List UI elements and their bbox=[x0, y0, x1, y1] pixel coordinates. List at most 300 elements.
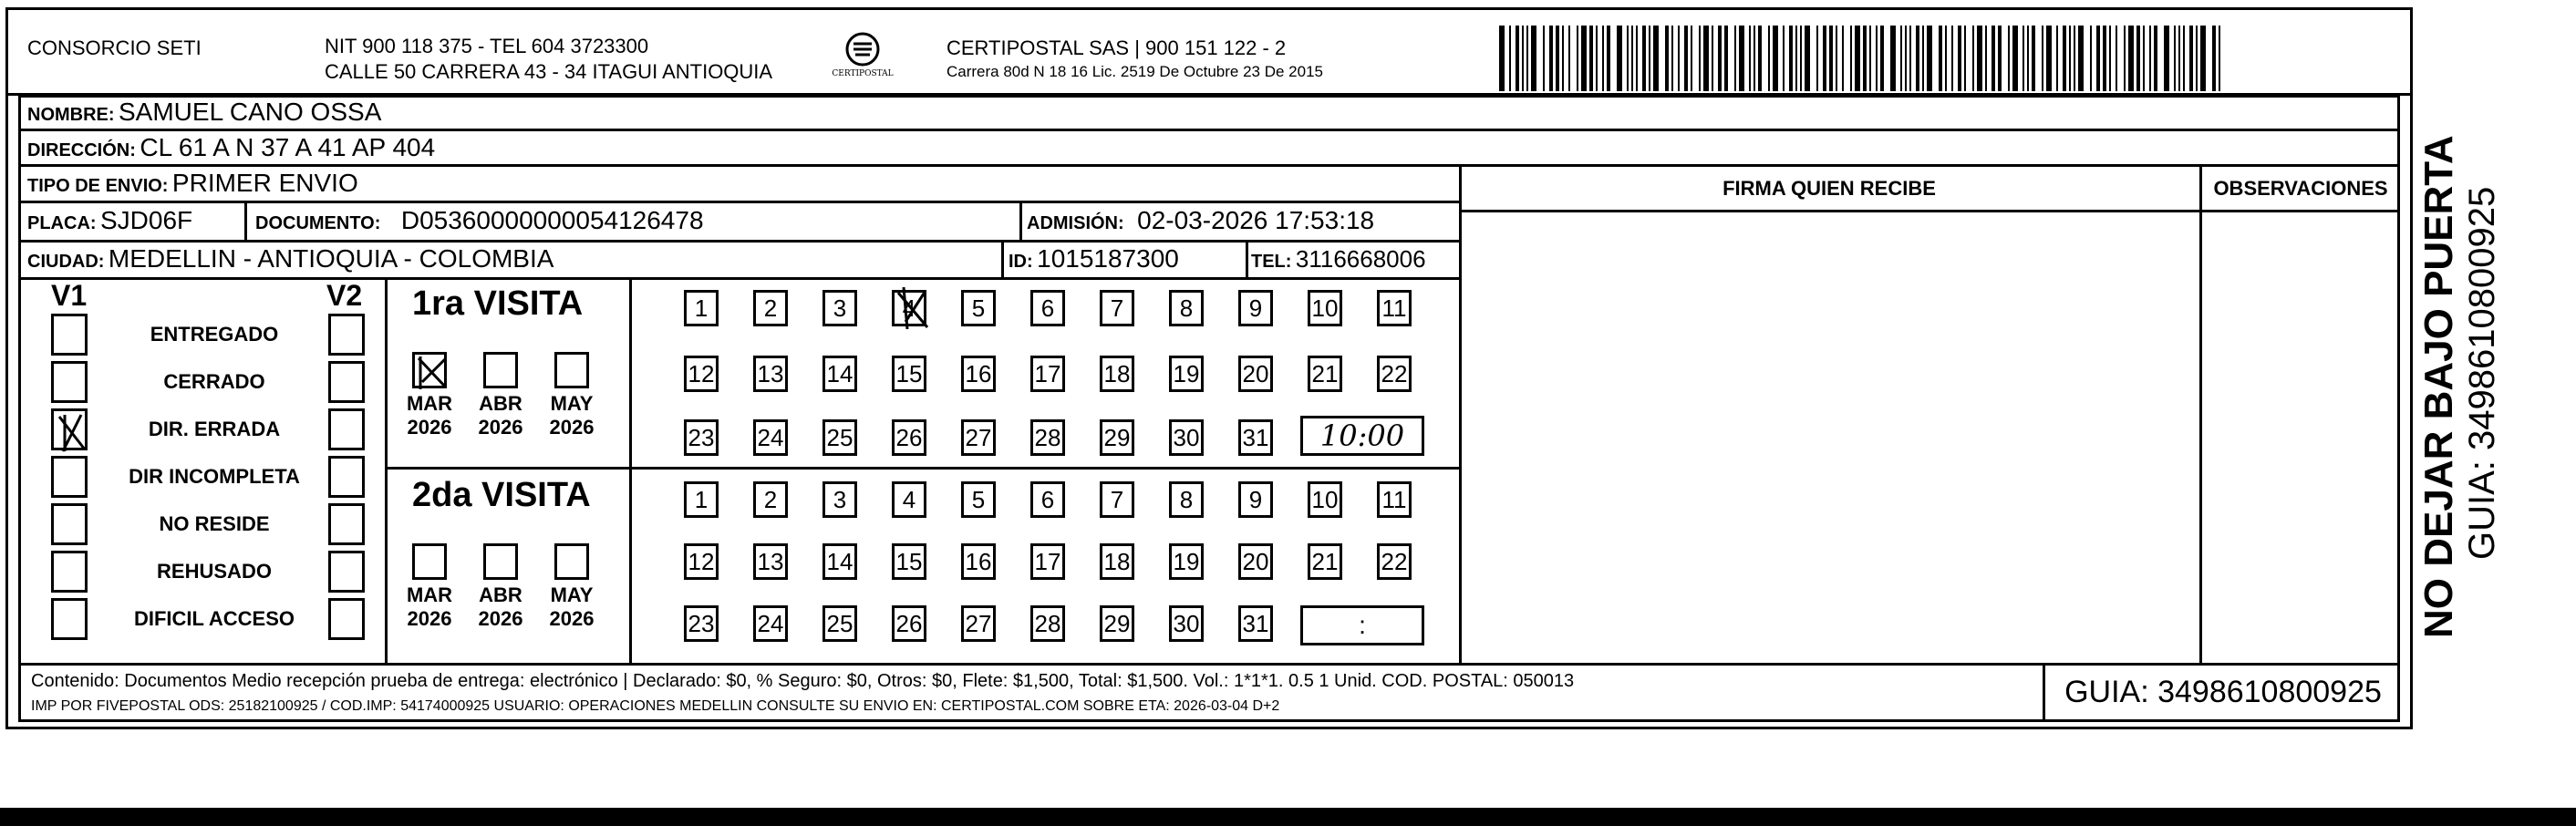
day-number: 27 bbox=[965, 424, 992, 451]
day-number: 20 bbox=[1242, 548, 1269, 575]
barcode-bar bbox=[1649, 26, 1650, 91]
v1-header: V1 bbox=[51, 279, 88, 312]
side-warning: NO DEJAR BAJO PUERTA bbox=[2416, 135, 2461, 638]
day-number: 4 bbox=[902, 294, 916, 322]
day-checkbox[interactable] bbox=[1100, 481, 1134, 518]
month-label: MAR bbox=[406, 392, 453, 415]
status-reason-label: NO RESIDE bbox=[159, 512, 270, 535]
barcode-bar bbox=[1922, 26, 1924, 91]
day-number: 24 bbox=[757, 610, 784, 637]
observations-area[interactable] bbox=[2203, 213, 2398, 662]
year-label: 2026 bbox=[407, 607, 452, 630]
day-number: 10 bbox=[1311, 486, 1339, 513]
barcode-bar bbox=[1985, 26, 1987, 91]
barcode-bar bbox=[2124, 26, 2126, 91]
barcode-bar bbox=[2023, 26, 2024, 91]
v2-checkbox[interactable] bbox=[328, 598, 365, 640]
day-checkbox[interactable] bbox=[1238, 290, 1273, 326]
day-checkbox[interactable] bbox=[1100, 605, 1134, 642]
day-checkbox[interactable] bbox=[1100, 419, 1134, 456]
barcode-bar bbox=[1607, 26, 1610, 91]
day-checkbox[interactable] bbox=[961, 356, 996, 392]
barcode-bar bbox=[1805, 26, 1810, 91]
barcode-bar bbox=[1596, 26, 1598, 91]
day-checkbox[interactable] bbox=[822, 543, 857, 580]
barcode-bar bbox=[1916, 26, 1919, 91]
footer-guia: GUIA: 3498610800925 bbox=[2064, 675, 2382, 709]
barcode-bar bbox=[1671, 26, 1673, 91]
id-value: 1015187300 bbox=[1037, 244, 1179, 273]
day-checkbox[interactable] bbox=[1377, 481, 1412, 518]
day-number: 2 bbox=[763, 294, 778, 322]
id-label: ID: bbox=[1009, 252, 1033, 272]
barcode-bar bbox=[2212, 26, 2216, 91]
day-number: 7 bbox=[1110, 294, 1124, 322]
barcode-bar bbox=[1783, 26, 1785, 91]
document-label: DOCUMENTO: bbox=[255, 213, 381, 233]
day-number: 14 bbox=[826, 360, 853, 387]
day-number: 26 bbox=[895, 610, 923, 637]
day-checkbox[interactable] bbox=[1169, 419, 1204, 456]
barcode-bar bbox=[1617, 26, 1622, 91]
day-checkbox[interactable] bbox=[892, 356, 926, 392]
nit-line: NIT 900 118 375 - TEL 604 3723300 bbox=[325, 35, 649, 57]
day-checkbox[interactable] bbox=[892, 290, 926, 326]
carrier-sub: Carrera 80d N 18 16 Lic. 2519 De Octubre 23 De 2015 bbox=[947, 63, 1323, 80]
day-checkbox[interactable] bbox=[1238, 481, 1273, 518]
day-number: 8 bbox=[1179, 294, 1194, 322]
bottom-rule bbox=[0, 808, 2576, 826]
day-checkbox[interactable] bbox=[1238, 605, 1273, 642]
year-label: 2026 bbox=[478, 416, 523, 439]
barcode-bar bbox=[1665, 26, 1669, 91]
day-checkbox[interactable] bbox=[1169, 356, 1204, 392]
v1-checkbox[interactable] bbox=[51, 456, 88, 498]
barcode-bar bbox=[2143, 26, 2145, 91]
day-number: 31 bbox=[1242, 610, 1269, 637]
day-checkbox[interactable] bbox=[1377, 356, 1412, 392]
visit-2-time-box[interactable] bbox=[1300, 605, 1424, 645]
day-checkbox[interactable] bbox=[753, 419, 788, 456]
barcode-bar bbox=[1905, 26, 1907, 91]
day-checkbox[interactable] bbox=[753, 481, 788, 518]
day-checkbox[interactable] bbox=[1377, 290, 1412, 326]
v1-checkbox[interactable] bbox=[51, 408, 88, 450]
day-number: 9 bbox=[1248, 486, 1263, 513]
v1-checkbox[interactable] bbox=[51, 503, 88, 545]
barcode-bar bbox=[1850, 26, 1852, 91]
v2-checkbox[interactable] bbox=[328, 503, 365, 545]
status-reason-label: ENTREGADO bbox=[150, 323, 279, 346]
day-number: 3 bbox=[833, 294, 847, 322]
barcode-bar bbox=[1869, 26, 1871, 91]
v1-checkbox[interactable] bbox=[51, 361, 88, 403]
day-number: 22 bbox=[1381, 548, 1408, 575]
recipient-name: SAMUEL CANO OSSA bbox=[119, 98, 382, 126]
barcode-bar bbox=[1636, 26, 1638, 91]
day-number: 7 bbox=[1110, 486, 1124, 513]
day-checkbox[interactable] bbox=[892, 481, 926, 518]
visit-2-time-separator: : bbox=[1359, 611, 1366, 639]
day-checkbox[interactable] bbox=[822, 419, 857, 456]
certipostal-logo bbox=[828, 29, 897, 91]
v2-checkbox[interactable] bbox=[328, 408, 365, 450]
day-number: 23 bbox=[688, 424, 715, 451]
day-checkbox[interactable] bbox=[1169, 290, 1204, 326]
day-checkbox[interactable] bbox=[1169, 605, 1204, 642]
day-number: 19 bbox=[1173, 548, 1200, 575]
year-label: 2026 bbox=[478, 607, 523, 630]
barcode-bar bbox=[1734, 26, 1736, 91]
barcode-bar bbox=[1516, 26, 1519, 91]
day-checkbox[interactable] bbox=[961, 605, 996, 642]
barcode-bar bbox=[2149, 26, 2151, 91]
barcode-bar bbox=[2183, 26, 2185, 91]
recipient-name-row bbox=[27, 95, 381, 134]
barcode-bar bbox=[2074, 26, 2075, 91]
day-number: 28 bbox=[1034, 610, 1061, 637]
barcode-bar bbox=[1531, 26, 1536, 91]
type-label: TIPO DE ENVIO: bbox=[27, 176, 169, 196]
barcode-bar bbox=[1589, 26, 1593, 91]
day-number: 17 bbox=[1034, 360, 1061, 387]
v1-checkbox[interactable] bbox=[51, 598, 88, 640]
barcode-bar bbox=[2219, 26, 2220, 91]
barcode-bar bbox=[2027, 26, 2029, 91]
day-checkbox[interactable] bbox=[1169, 543, 1204, 580]
v2-checkbox[interactable] bbox=[328, 361, 365, 403]
barcode-bar bbox=[1556, 26, 1559, 91]
day-number: 16 bbox=[965, 548, 992, 575]
month-label: MAY bbox=[550, 392, 594, 415]
barcode-bar bbox=[1927, 26, 1932, 91]
barcode-bar bbox=[1773, 26, 1778, 91]
tel-label: TEL: bbox=[1251, 252, 1292, 272]
barcode-bar bbox=[2012, 26, 2018, 91]
barcode-bar bbox=[1972, 26, 1974, 91]
v2-checkbox[interactable] bbox=[328, 456, 365, 498]
v1-checkbox[interactable] bbox=[51, 551, 88, 593]
day-number: 31 bbox=[1242, 424, 1269, 451]
day-number: 26 bbox=[895, 424, 923, 451]
day-checkbox[interactable] bbox=[961, 543, 996, 580]
day-checkbox[interactable] bbox=[1100, 356, 1134, 392]
barcode-bar bbox=[1880, 26, 1884, 91]
barcode-bar bbox=[1863, 26, 1867, 91]
barcode-bar bbox=[1991, 26, 1995, 91]
barcode-bar bbox=[1543, 26, 1545, 91]
barcode-bar bbox=[1855, 26, 1860, 91]
day-number: 27 bbox=[965, 610, 992, 637]
visit-1-title: 1ra VISITA bbox=[412, 284, 584, 323]
day-number: 21 bbox=[1311, 360, 1339, 387]
day-number: 10 bbox=[1311, 294, 1339, 322]
document-row bbox=[255, 202, 704, 243]
day-number: 13 bbox=[757, 548, 784, 575]
v2-header: V2 bbox=[326, 279, 363, 312]
barcode-bar bbox=[1562, 26, 1564, 91]
day-number: 28 bbox=[1034, 424, 1061, 451]
day-number: 24 bbox=[757, 424, 784, 451]
plate-label: PLACA: bbox=[27, 213, 97, 233]
day-checkbox[interactable] bbox=[961, 419, 996, 456]
day-checkbox[interactable] bbox=[684, 356, 719, 392]
barcode-bar bbox=[2078, 26, 2084, 91]
day-number: 23 bbox=[688, 610, 715, 637]
barcode-bar bbox=[1909, 26, 1911, 91]
barcode-bar bbox=[1789, 26, 1793, 91]
day-number: 5 bbox=[971, 486, 986, 513]
day-number: 6 bbox=[1040, 294, 1055, 322]
barcode-bar bbox=[1642, 26, 1646, 91]
month-label: MAY bbox=[550, 583, 594, 606]
status-reason-label: DIR INCOMPLETA bbox=[129, 465, 300, 488]
barcode-bar bbox=[1939, 26, 1942, 91]
day-checkbox[interactable] bbox=[961, 481, 996, 518]
barcode-bar bbox=[2096, 26, 2100, 91]
day-number: 22 bbox=[1381, 360, 1408, 387]
barcode-bar bbox=[1754, 26, 1755, 91]
barcode-bar bbox=[1691, 26, 1692, 91]
shipment-type-row bbox=[27, 166, 358, 205]
barcode-bar bbox=[2164, 26, 2169, 91]
barcode-bar bbox=[1509, 26, 1511, 91]
day-checkbox[interactable] bbox=[753, 605, 788, 642]
day-checkbox[interactable] bbox=[684, 419, 719, 456]
barcode-bar bbox=[1602, 26, 1604, 91]
day-checkbox[interactable] bbox=[684, 290, 719, 326]
day-number: 2 bbox=[763, 486, 778, 513]
visit-1-time-box[interactable] bbox=[1300, 416, 1424, 456]
barcode-bar bbox=[1581, 26, 1587, 91]
recipient-address: CL 61 A N 37 A 41 AP 404 bbox=[140, 133, 436, 161]
barcode-bar bbox=[2178, 26, 2180, 91]
barcode-bar bbox=[1958, 26, 1961, 91]
city-row bbox=[27, 242, 553, 281]
day-checkbox[interactable] bbox=[822, 290, 857, 326]
barcode bbox=[1499, 26, 2225, 91]
status-reason-label: DIR. ERRADA bbox=[148, 418, 281, 440]
day-number: 14 bbox=[826, 548, 853, 575]
day-number: 18 bbox=[1103, 548, 1131, 575]
barcode-bar bbox=[1768, 26, 1770, 91]
month-checkbox[interactable] bbox=[554, 543, 589, 580]
day-number: 21 bbox=[1311, 548, 1339, 575]
day-number: 11 bbox=[1381, 486, 1407, 513]
v2-checkbox[interactable] bbox=[328, 314, 365, 356]
logo-text: CERTIPOSTAL bbox=[832, 69, 894, 78]
barcode-bar bbox=[2042, 26, 2043, 91]
day-number: 25 bbox=[826, 610, 853, 637]
day-number: 6 bbox=[1040, 486, 1055, 513]
barcode-bar bbox=[1526, 26, 1528, 91]
barcode-bar bbox=[2008, 26, 2010, 91]
day-checkbox[interactable] bbox=[822, 356, 857, 392]
day-checkbox[interactable] bbox=[1238, 543, 1273, 580]
barcode-bar bbox=[1800, 26, 1802, 91]
barcode-bar bbox=[1842, 26, 1844, 91]
barcode-bar bbox=[1712, 26, 1713, 91]
month-checkbox[interactable] bbox=[554, 352, 589, 388]
day-number: 29 bbox=[1103, 610, 1131, 637]
barcode-bar bbox=[1977, 26, 1982, 91]
day-checkbox[interactable] bbox=[1030, 481, 1065, 518]
status-reason-label: CERRADO bbox=[163, 370, 265, 393]
month-label: ABR bbox=[479, 583, 522, 606]
barcode-bar bbox=[2200, 26, 2206, 91]
day-number: 15 bbox=[895, 548, 923, 575]
day-checkbox[interactable] bbox=[753, 356, 788, 392]
barcode-bar bbox=[1724, 26, 1728, 91]
barcode-bar bbox=[1703, 26, 1709, 91]
day-number: 18 bbox=[1103, 360, 1131, 387]
day-checkbox[interactable] bbox=[892, 543, 926, 580]
day-number: 30 bbox=[1173, 610, 1200, 637]
barcode-bar bbox=[2189, 26, 2193, 91]
day-number: 17 bbox=[1034, 548, 1061, 575]
barcode-bar bbox=[2116, 26, 2117, 91]
day-number: 9 bbox=[1248, 294, 1263, 322]
address-label: DIRECCIÓN: bbox=[27, 140, 136, 160]
day-checkbox[interactable] bbox=[1030, 290, 1065, 326]
id-row bbox=[1009, 242, 1179, 281]
visit-1-time-handwritten: 10:00 bbox=[1319, 418, 1405, 453]
month-checkbox[interactable] bbox=[412, 543, 447, 580]
footer-line-1: Contenido: Documentos Medio recepción prueba de entrega: electrónico | Declarado: $0, % Seguro: $0, Otros: $0, Flete: $1,500, Total: $1,500. Vol.: 1*1*1. 0.5 1 Unid. COD. POSTAL: 050013 bbox=[31, 671, 1575, 691]
v1-checkbox[interactable] bbox=[51, 314, 88, 356]
footer-line-2: IMP POR FIVEPOSTAL ODS: 25182100925 / COD.IMP: 54174000925 USUARIO: OPERACIONES MEDELLIN CONSULTE SU ENVIO EN: CERTIPOSTAL.COM SOBRE ETA: 2026-03-04 D+2 bbox=[31, 698, 1280, 714]
day-checkbox[interactable] bbox=[1308, 290, 1342, 326]
month-checkbox[interactable] bbox=[412, 352, 447, 388]
day-number: 12 bbox=[688, 548, 715, 575]
barcode-bar bbox=[1816, 26, 1818, 91]
day-checkbox[interactable] bbox=[684, 543, 719, 580]
day-checkbox[interactable] bbox=[892, 419, 926, 456]
barcode-bar bbox=[2196, 26, 2198, 91]
barcode-bar bbox=[1900, 26, 1902, 91]
barcode-bar bbox=[1890, 26, 1896, 91]
day-number: 1 bbox=[694, 486, 709, 513]
barcode-bar bbox=[2069, 26, 2071, 91]
day-checkbox[interactable] bbox=[1238, 419, 1273, 456]
admission-label: ADMISIÓN: bbox=[1027, 213, 1124, 233]
day-checkbox[interactable] bbox=[1030, 543, 1065, 580]
barcode-bar bbox=[1684, 26, 1688, 91]
barcode-bar bbox=[1964, 26, 1966, 91]
barcode-bar bbox=[2128, 26, 2134, 91]
year-label: 2026 bbox=[407, 416, 452, 439]
day-checkbox[interactable] bbox=[1100, 290, 1134, 326]
day-number: 3 bbox=[833, 486, 847, 513]
tel-value: 3116668006 bbox=[1295, 245, 1426, 273]
plate-value: SJD06F bbox=[100, 206, 193, 234]
barcode-bar bbox=[1998, 26, 2002, 91]
barcode-bar bbox=[1795, 26, 1797, 91]
observaciones-label: OBSERVACIONES bbox=[2213, 177, 2388, 200]
barcode-bar bbox=[2056, 26, 2058, 91]
day-number: 25 bbox=[826, 424, 853, 451]
day-number: 30 bbox=[1173, 424, 1200, 451]
month-checkbox[interactable] bbox=[483, 543, 518, 580]
day-number: 8 bbox=[1179, 486, 1194, 513]
day-number: 13 bbox=[757, 360, 784, 387]
barcode-bar bbox=[2154, 26, 2157, 91]
barcode-bar bbox=[1653, 26, 1659, 91]
day-number: 4 bbox=[902, 486, 916, 513]
day-checkbox[interactable] bbox=[822, 605, 857, 642]
month-label: ABR bbox=[479, 392, 522, 415]
shipment-type: PRIMER ENVIO bbox=[171, 169, 358, 197]
barcode-bar bbox=[1631, 26, 1633, 91]
status-reason-label: DIFICIL ACCESO bbox=[133, 607, 295, 630]
day-number: 5 bbox=[971, 294, 986, 322]
day-checkbox[interactable] bbox=[753, 543, 788, 580]
day-checkbox[interactable] bbox=[961, 290, 996, 326]
day-checkbox[interactable] bbox=[1308, 481, 1342, 518]
barcode-bar bbox=[1499, 26, 1505, 91]
v2-checkbox[interactable] bbox=[328, 551, 365, 593]
month-checkbox[interactable] bbox=[483, 352, 518, 388]
barcode-bar bbox=[2046, 26, 2052, 91]
barcode-bar bbox=[2136, 26, 2140, 91]
barcode-bar bbox=[2032, 26, 2035, 91]
plate-row bbox=[27, 202, 192, 243]
address-line: CALLE 50 CARRERA 43 - 34 ITAGUI ANTIOQUIA bbox=[325, 60, 773, 83]
signature-area[interactable] bbox=[1463, 213, 2198, 662]
day-checkbox[interactable] bbox=[1308, 543, 1342, 580]
day-number: 1 bbox=[694, 294, 709, 322]
day-checkbox[interactable] bbox=[1169, 481, 1204, 518]
barcode-bar bbox=[2103, 26, 2106, 91]
day-number: 16 bbox=[965, 360, 992, 387]
day-checkbox[interactable] bbox=[1030, 356, 1065, 392]
day-number: 11 bbox=[1381, 294, 1407, 322]
status-reason-label: REHUSADO bbox=[157, 560, 272, 583]
company-name: CONSORCIO SETI bbox=[27, 36, 202, 59]
barcode-bar bbox=[1758, 26, 1762, 91]
day-checkbox[interactable] bbox=[1308, 356, 1342, 392]
year-label: 2026 bbox=[549, 416, 595, 439]
day-checkbox[interactable] bbox=[684, 481, 719, 518]
barcode-bar bbox=[2174, 26, 2176, 91]
document-value: D05360000000054126478 bbox=[400, 206, 704, 234]
admission-value: 02-03-2026 17:53:18 bbox=[1137, 206, 1375, 234]
day-checkbox[interactable] bbox=[684, 605, 719, 642]
day-number: 19 bbox=[1173, 360, 1200, 387]
admission-row bbox=[1027, 202, 1374, 243]
check-mark-icon bbox=[54, 411, 90, 453]
name-label: NOMBRE: bbox=[27, 105, 115, 125]
barcode-bar bbox=[1823, 26, 1826, 91]
address-row bbox=[27, 130, 435, 170]
day-checkbox[interactable] bbox=[892, 605, 926, 642]
tel-row bbox=[1251, 242, 1426, 281]
barcode-bar bbox=[1836, 26, 1837, 91]
city-label: CIUDAD: bbox=[27, 252, 105, 272]
barcode-bar bbox=[2090, 26, 2092, 91]
barcode-bar bbox=[2109, 26, 2111, 91]
day-checkbox[interactable] bbox=[1030, 605, 1065, 642]
month-label: MAR bbox=[406, 583, 453, 606]
day-checkbox[interactable] bbox=[1377, 543, 1412, 580]
check-mark-icon bbox=[415, 355, 450, 391]
day-checkbox[interactable] bbox=[822, 481, 857, 518]
city-value: MEDELLIN - ANTIOQUIA - COLOMBIA bbox=[108, 244, 554, 273]
day-checkbox[interactable] bbox=[1238, 356, 1273, 392]
day-checkbox[interactable] bbox=[753, 290, 788, 326]
day-checkbox[interactable] bbox=[1100, 543, 1134, 580]
day-checkbox[interactable] bbox=[1030, 419, 1065, 456]
